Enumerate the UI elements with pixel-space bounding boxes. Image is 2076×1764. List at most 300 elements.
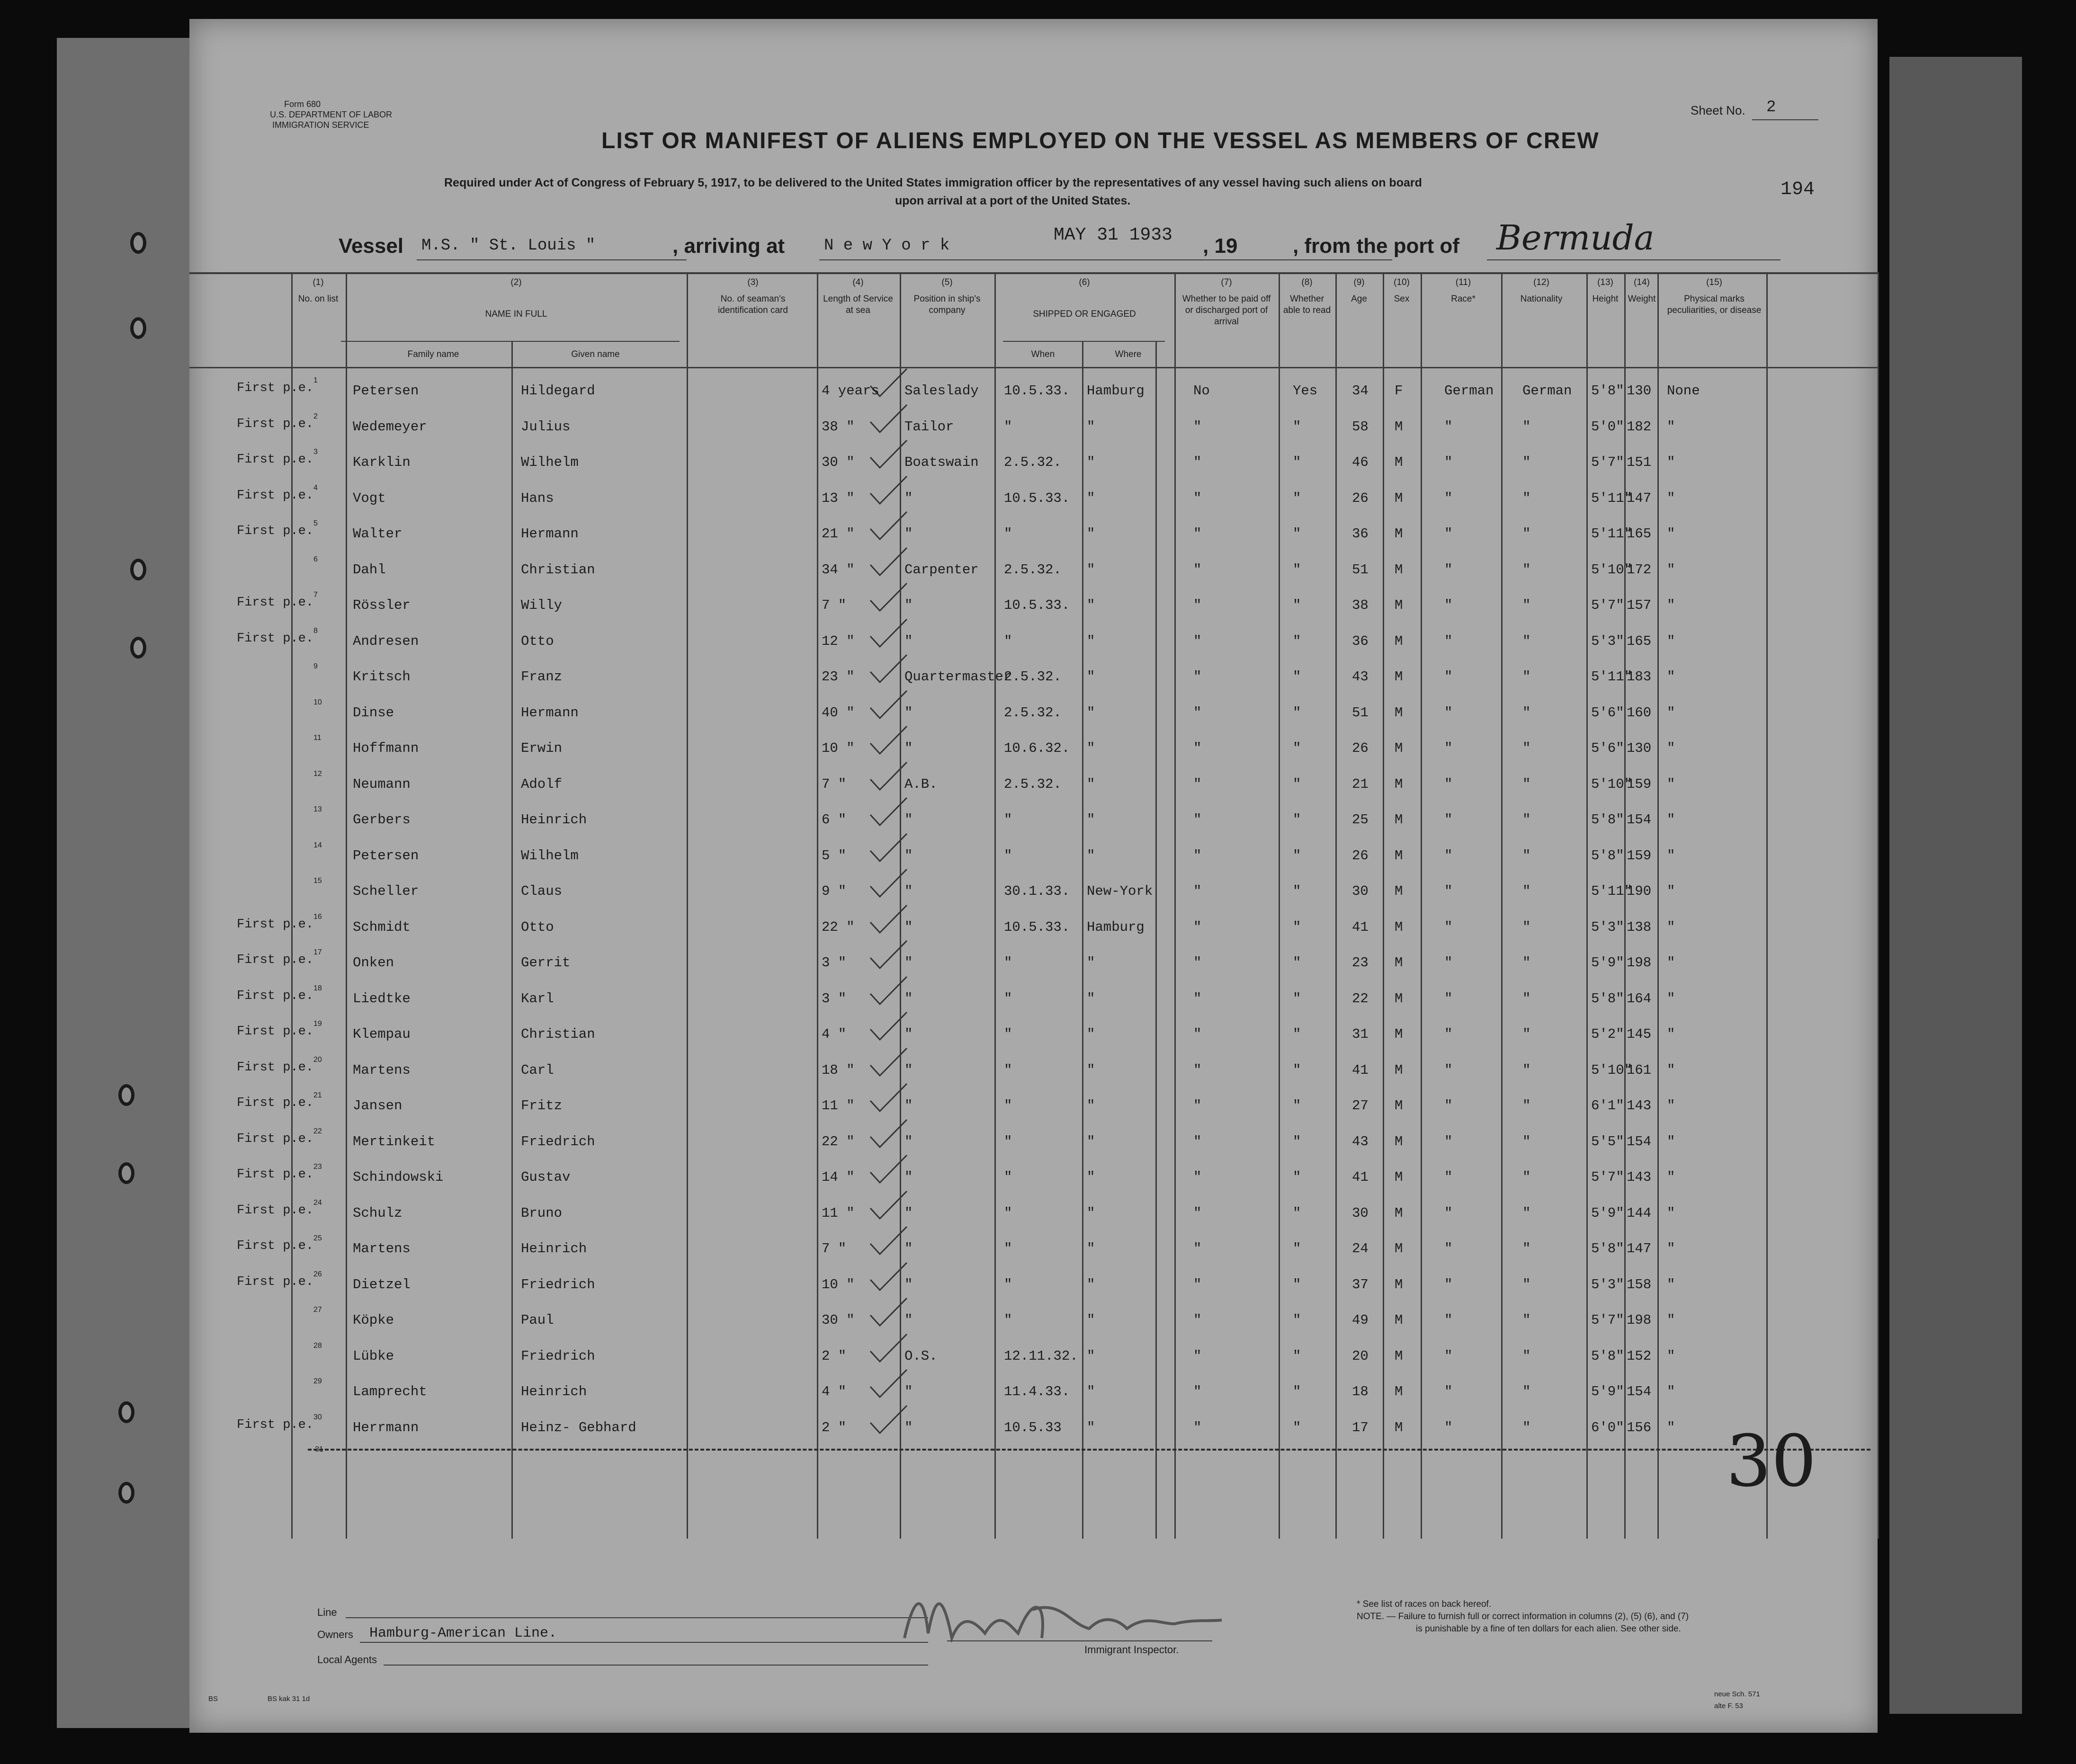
cell-position: " [904,633,913,649]
cell-service: 2 " [822,1419,847,1435]
cell-where: " [1087,740,1095,756]
cell-age: 26 [1352,740,1369,756]
cell-paid: " [1193,526,1202,542]
margin-note: First p.e. [237,1239,314,1253]
cell-where: " [1087,1241,1095,1256]
column-header: Sex [1394,294,1410,304]
cell-weight: 151 [1627,454,1652,470]
cell-nationality: " [1522,1241,1531,1256]
cell-race: " [1444,776,1453,792]
row-number: 28 [313,1341,322,1350]
row-number: 8 [313,626,318,635]
cell-read: " [1293,1062,1301,1078]
cell-paid: " [1193,419,1202,435]
grid-line [341,341,680,342]
cell-age: 41 [1352,919,1369,935]
punch-hole [130,637,146,659]
cell-paid: " [1193,1384,1202,1399]
cell-service: 11 " [822,1098,855,1114]
cell-marks: " [1667,990,1675,1007]
column-header: Position in ship's company [913,294,981,315]
cell-race: " [1444,633,1453,649]
code-middle: BS kak 31 1d [268,1695,310,1703]
row-number: 26 [313,1270,322,1278]
cell-position: " [904,812,913,828]
cell-sex: M [1395,633,1403,649]
cell-nationality: " [1522,955,1531,971]
cell-weight: 159 [1627,847,1652,864]
cell-when: " [1004,526,1012,542]
cell-given: Hermann [521,526,579,542]
cell-paid: " [1193,1419,1202,1435]
cell-where: " [1087,561,1095,578]
check-mark [867,689,909,722]
owners-value: Hamburg-American Line. [369,1625,557,1641]
cell-marks: " [1667,1384,1675,1399]
table-row [189,841,1878,877]
cell-given: Christian [521,561,595,578]
cell-read: " [1293,1205,1301,1221]
cell-family: Schindowski [353,1169,444,1185]
cell-weight: 165 [1627,633,1652,649]
cell-position: " [904,883,913,899]
margin-note: First p.e. [237,381,314,395]
cell-nationality: " [1522,812,1531,828]
cell-given: Claus [521,883,563,899]
races-note: * See list of races on back hereof. [1357,1599,1492,1609]
cell-marks: None [1667,383,1700,399]
cell-marks: " [1667,919,1675,935]
cell-service: 4 years [822,383,879,399]
cell-weight: 130 [1627,740,1652,756]
cell-service: 14 " [822,1169,855,1185]
cell-given: Heinrich [521,1384,587,1399]
check-mark [867,653,909,686]
cell-paid: " [1193,633,1202,649]
cell-height: 5'10" [1591,561,1633,578]
cell-family: Mertinkeit [353,1133,436,1149]
cell-marks: " [1667,1241,1675,1256]
row-number: 7 [313,591,318,599]
margin-note: First p.e. [237,989,314,1003]
cell-given: Friedrich [521,1348,595,1364]
cell-age: 24 [1352,1241,1369,1256]
row-number: 5 [313,519,318,527]
cell-weight: 143 [1627,1169,1652,1185]
cell-marks: " [1667,1062,1675,1078]
local-agents-label: Local Agents [317,1654,377,1666]
cell-race: " [1444,454,1453,470]
department-name: U.S. DEPARTMENT OF LABOR [270,110,393,119]
cell-given: Christian [521,1026,595,1042]
table-row [189,484,1878,520]
cell-read: " [1293,1348,1301,1364]
cell-when: " [1004,1098,1012,1114]
cell-position: " [904,1169,913,1185]
table-row [189,591,1878,627]
cell-position: " [904,1241,913,1256]
cell-weight: 138 [1627,919,1652,935]
cell-nationality: " [1522,1026,1531,1042]
cell-marks: " [1667,561,1675,578]
cell-weight: 147 [1627,1241,1652,1256]
cell-height: 5'3" [1591,1276,1624,1292]
cell-family: Herrmann [353,1419,419,1435]
cell-given: Karl [521,990,554,1007]
cell-height: 5'8" [1591,1241,1624,1256]
cell-read: " [1293,561,1301,578]
row-number: 20 [313,1055,322,1064]
vessel-name: M.S. " St. Louis " [421,237,596,255]
cell-age: 21 [1352,776,1369,792]
form-number: Form 680 [284,99,321,109]
cell-family: Schmidt [353,919,411,935]
cell-paid: " [1193,1062,1202,1078]
cell-weight: 159 [1627,776,1652,792]
cell-where: " [1087,704,1095,721]
cell-nationality: " [1522,847,1531,864]
cell-family: Kritsch [353,669,411,685]
cell-given: Wilhelm [521,454,579,470]
cell-where: " [1087,1276,1095,1292]
check-mark [867,1118,909,1151]
cell-given: Adolf [521,776,563,792]
cell-sex: M [1395,1133,1403,1149]
cell-given: Erwin [521,740,563,756]
cell-service: 2 " [822,1348,847,1364]
cell-marks: " [1667,812,1675,828]
table-row [189,1127,1878,1163]
cell-read: " [1293,1312,1301,1328]
cell-paid: " [1193,669,1202,685]
cell-family: Gerbers [353,812,411,828]
cell-when: 2.5.32. [1004,561,1062,578]
cell-when: " [1004,812,1012,828]
cell-paid: " [1193,454,1202,470]
table-row [189,1413,1878,1449]
cell-paid: " [1193,1205,1202,1221]
cell-when: " [1004,1276,1012,1292]
cell-nationality: " [1522,1133,1531,1149]
date-underline [1013,259,1392,260]
cell-paid: " [1193,561,1202,578]
cell-where: " [1087,1205,1095,1221]
cell-given: Fritz [521,1098,563,1114]
cell-service: 22 " [822,919,855,935]
cell-race: " [1444,1276,1453,1292]
cell-weight: 145 [1627,1026,1652,1042]
year-label: , 19 [1203,234,1238,258]
cell-read: " [1293,419,1301,435]
cell-nationality: " [1522,1169,1531,1185]
cell-family: Andresen [353,633,419,649]
cell-height: 5'10" [1591,1062,1633,1078]
cell-read: " [1293,597,1301,613]
cell-weight: 130 [1627,383,1652,399]
check-mark [867,1225,909,1258]
cell-family: Dinse [353,704,394,721]
line-label: Line [317,1606,337,1618]
table-row [189,770,1878,806]
cell-family: Liedtke [353,990,411,1007]
cell-marks: " [1667,883,1675,899]
column-header: Age [1351,294,1367,304]
cell-race: German [1444,383,1494,399]
cell-marks: " [1667,955,1675,971]
cell-height: 5'11" [1591,669,1633,685]
cell-given: Otto [521,633,554,649]
cell-age: 46 [1352,454,1369,470]
cell-position: " [904,990,913,1007]
cell-height: 5'7" [1591,454,1624,470]
cell-position: " [904,955,913,971]
row-number: 30 [313,1413,322,1421]
cell-age: 22 [1352,990,1369,1007]
cell-sex: M [1395,955,1403,971]
cell-nationality: " [1522,633,1531,649]
cell-age: 43 [1352,669,1369,685]
table-row [189,698,1878,734]
cell-marks: " [1667,633,1675,649]
cell-when: 11.4.33. [1004,1384,1070,1399]
column-header: Weight [1628,294,1656,304]
cell-race: " [1444,1026,1453,1042]
cell-given: Carl [521,1062,554,1078]
cell-height: 5'8" [1591,383,1624,399]
cell-sex: M [1395,419,1403,435]
cell-given: Franz [521,669,563,685]
cell-race: " [1444,955,1453,971]
check-mark [867,1261,909,1294]
cell-service: 21 " [822,526,855,542]
cell-position: " [904,1276,913,1292]
check-mark [867,1010,909,1043]
cell-nationality: " [1522,1062,1531,1078]
cell-service: 10 " [822,1276,855,1292]
cell-family: Hoffmann [353,740,419,756]
cell-paid: No [1193,383,1210,399]
cell-marks: " [1667,1348,1675,1364]
cell-nationality: " [1522,454,1531,470]
cell-height: 5'9" [1591,1384,1624,1399]
owners-underline [360,1642,928,1643]
table-row [189,555,1878,591]
check-mark [867,1332,909,1365]
cell-when: 10.5.33. [1004,490,1070,506]
cell-where: " [1087,490,1095,506]
left-binding-strip [57,38,199,1728]
cell-family: Dahl [353,561,386,578]
cell-marks: " [1667,1312,1675,1328]
check-mark [867,867,909,900]
cell-age: 36 [1352,526,1369,542]
cell-race: " [1444,669,1453,685]
cell-nationality: " [1522,883,1531,899]
arrival-port: N e w Y o r k [824,237,950,255]
cell-position: Saleslady [904,383,979,399]
cell-age: 37 [1352,1276,1369,1292]
cell-age: 30 [1352,883,1369,899]
cell-family: Walter [353,526,403,542]
table-row [189,805,1878,841]
code-right-2: alte F. 53 [1714,1702,1743,1710]
row-number: 15 [313,877,322,885]
cell-paid: " [1193,740,1202,756]
table-row [189,1306,1878,1342]
check-mark [867,1082,909,1115]
cell-age: 34 [1352,383,1369,399]
row-number: 19 [313,1020,322,1028]
row-number: 9 [313,662,318,670]
check-mark [867,796,909,829]
column-header: Whether to be paid off or discharged port of arrival [1182,294,1271,327]
margin-note: First p.e. [237,1096,314,1110]
cell-height: 5'11" [1591,490,1633,506]
cell-height: 5'6" [1591,740,1624,756]
table-row [189,734,1878,770]
cell-family: Lübke [353,1348,394,1364]
cell-marks: " [1667,669,1675,685]
subtitle-line-1: Required under Act of Congress of February 5, 1917, to be delivered to the United States immigration officer by the representatives of any vessel having such aliens on board [444,176,1422,189]
cell-where: " [1087,419,1095,435]
column-number: (3) [747,277,759,287]
manifest-page [189,19,1878,1733]
cell-when: " [1004,1205,1012,1221]
cell-family: Neumann [353,776,411,792]
cell-where: " [1087,1026,1095,1042]
column-header: No. on list [298,294,339,304]
vessel-underline [417,259,687,260]
cell-paid: " [1193,490,1202,506]
cell-race: " [1444,1098,1453,1114]
cell-service: 30 " [822,1312,855,1328]
cell-service: 7 " [822,1241,847,1256]
cell-service: 3 " [822,955,847,971]
cell-read: " [1293,990,1301,1007]
cell-position: " [904,1419,913,1435]
row-number: 10 [313,698,322,706]
vessel-label: Vessel [339,234,404,258]
date-stamp: MAY 31 1933 [1054,225,1172,245]
cell-position: Carpenter [904,561,979,578]
cell-sex: M [1395,704,1403,721]
cell-nationality: " [1522,419,1531,435]
cell-where: Hamburg [1087,383,1145,399]
cell-when: " [1004,1062,1012,1078]
cell-read: " [1293,919,1301,935]
cell-when: " [1004,1026,1012,1042]
cell-nationality: " [1522,597,1531,613]
check-mark [867,1189,909,1222]
cell-height: 5'8" [1591,812,1624,828]
cell-position: " [904,740,913,756]
cell-family: Martens [353,1062,411,1078]
cell-read: " [1293,883,1301,899]
cell-where: " [1087,1384,1095,1399]
margin-note: First p.e. [237,1167,314,1182]
cell-paid: " [1193,812,1202,828]
cell-nationality: " [1522,1312,1531,1328]
column-header: Nationality [1520,294,1563,304]
table-row [189,984,1878,1020]
cell-weight: 165 [1627,526,1652,542]
cell-marks: " [1667,1133,1675,1149]
column-number: (5) [941,277,953,287]
cell-race: " [1444,526,1453,542]
cell-weight: 147 [1627,490,1652,506]
cell-sex: M [1395,1419,1403,1435]
table-row [189,913,1878,949]
cell-race: " [1444,1062,1453,1078]
cell-age: 41 [1352,1169,1369,1185]
cell-marks: " [1667,1169,1675,1185]
row-number: 1 [313,376,318,384]
margin-note: First p.e. [237,488,314,503]
cell-marks: " [1667,1205,1675,1221]
inspector-underline [947,1640,1212,1641]
cell-family: Schulz [353,1205,403,1221]
cell-race: " [1444,704,1453,721]
cell-service: 22 " [822,1133,855,1149]
from-label: , from the port of [1293,234,1459,258]
row-number: 29 [313,1377,322,1385]
line-underline [346,1617,928,1618]
cell-weight: 143 [1627,1098,1652,1114]
row-number: 6 [313,555,318,563]
check-mark [867,546,909,579]
cell-sex: M [1395,1276,1403,1292]
cell-read: " [1293,955,1301,971]
cell-where: Hamburg [1087,919,1145,935]
table-row [189,1056,1878,1092]
cell-sex: M [1395,1241,1403,1256]
cell-sex: M [1395,597,1403,613]
cell-marks: " [1667,1098,1675,1114]
port-underline [819,259,1018,260]
cell-position: " [904,919,913,935]
cell-service: 38 " [822,419,855,435]
cell-height: 5'2" [1591,1026,1624,1042]
cell-age: 51 [1352,561,1369,578]
cell-position: " [904,1133,913,1149]
cell-given: Friedrich [521,1133,595,1149]
margin-note: First p.e. [237,1417,314,1432]
cell-where: " [1087,454,1095,470]
table-row [189,1199,1878,1235]
cell-age: 51 [1352,704,1369,721]
cell-sex: M [1395,1026,1403,1042]
cell-race: " [1444,561,1453,578]
cell-height: 5'6" [1591,704,1624,721]
cell-race: " [1444,1241,1453,1256]
cell-given: Gerrit [521,955,571,971]
cell-read: " [1293,1026,1301,1042]
cell-sex: M [1395,1348,1403,1364]
table-row [189,1270,1878,1306]
cell-sex: M [1395,740,1403,756]
table-row [189,1342,1878,1378]
column-header: SHIPPED OR ENGAGED [1033,309,1136,319]
cell-when: 2.5.32. [1004,704,1062,721]
cell-family: Martens [353,1241,411,1256]
cell-family: Onken [353,955,394,971]
cell-given: Heinrich [521,1241,587,1256]
column-header: Race* [1451,294,1476,304]
cell-paid: " [1193,919,1202,935]
table-row [189,877,1878,913]
cell-position: " [904,490,913,506]
cell-given: Willy [521,597,563,613]
